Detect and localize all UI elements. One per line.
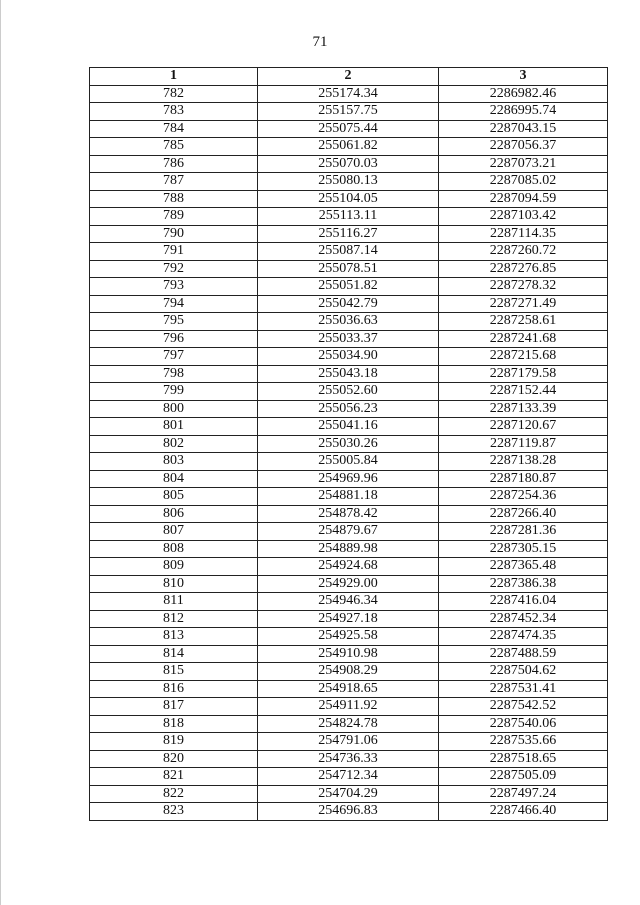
y-coordinate-cell: 2287094.59 (439, 190, 608, 208)
x-coordinate-cell: 255113.11 (258, 208, 439, 226)
table-row (90, 505, 608, 523)
table-row (90, 488, 608, 506)
point-number-cell: 819 (90, 733, 258, 751)
point-number-cell: 795 (90, 313, 258, 331)
x-coordinate-cell: 255104.05 (258, 190, 439, 208)
x-coordinate-cell: 254969.96 (258, 470, 439, 488)
y-coordinate-cell: 2287085.02 (439, 173, 608, 191)
y-coordinate-cell: 2287056.37 (439, 138, 608, 156)
table-row (90, 400, 608, 418)
table-row (90, 295, 608, 313)
point-number-cell: 818 (90, 715, 258, 733)
x-coordinate-cell: 254929.00 (258, 575, 439, 593)
y-coordinate-cell: 2287542.52 (439, 698, 608, 716)
y-coordinate-cell: 2287254.36 (439, 488, 608, 506)
point-number-cell: 807 (90, 523, 258, 541)
y-coordinate-cell: 2287518.65 (439, 750, 608, 768)
x-coordinate-cell: 254910.98 (258, 645, 439, 663)
table-row (90, 575, 608, 593)
y-coordinate-cell: 2287540.06 (439, 715, 608, 733)
point-number-cell: 800 (90, 400, 258, 418)
y-coordinate-cell: 2287120.67 (439, 418, 608, 436)
point-number-cell: 801 (90, 418, 258, 436)
point-number-cell: 783 (90, 103, 258, 121)
column-header-1: 1 (90, 68, 258, 86)
point-number-cell: 787 (90, 173, 258, 191)
x-coordinate-cell: 254736.33 (258, 750, 439, 768)
point-number-cell: 823 (90, 803, 258, 821)
table-row (90, 243, 608, 261)
x-coordinate-cell: 255080.13 (258, 173, 439, 191)
table-row (90, 330, 608, 348)
point-number-cell: 812 (90, 610, 258, 628)
table-row (90, 593, 608, 611)
x-coordinate-cell: 255041.16 (258, 418, 439, 436)
y-coordinate-cell: 2287133.39 (439, 400, 608, 418)
y-coordinate-cell: 2287365.48 (439, 558, 608, 576)
y-coordinate-cell: 2286982.46 (439, 85, 608, 103)
x-coordinate-cell: 254927.18 (258, 610, 439, 628)
x-coordinate-cell: 254881.18 (258, 488, 439, 506)
point-number-cell: 786 (90, 155, 258, 173)
x-coordinate-cell: 254925.58 (258, 628, 439, 646)
point-number-cell: 785 (90, 138, 258, 156)
x-coordinate-cell: 254791.06 (258, 733, 439, 751)
point-number-cell: 809 (90, 558, 258, 576)
point-number-cell: 784 (90, 120, 258, 138)
x-coordinate-cell: 254878.42 (258, 505, 439, 523)
x-coordinate-cell: 255005.84 (258, 453, 439, 471)
x-coordinate-cell: 255070.03 (258, 155, 439, 173)
x-coordinate-cell: 254946.34 (258, 593, 439, 611)
point-number-cell: 790 (90, 225, 258, 243)
y-coordinate-cell: 2287531.41 (439, 680, 608, 698)
point-number-cell: 810 (90, 575, 258, 593)
table-row (90, 155, 608, 173)
y-coordinate-cell: 2287535.66 (439, 733, 608, 751)
y-coordinate-cell: 2287043.15 (439, 120, 608, 138)
y-coordinate-cell: 2287180.87 (439, 470, 608, 488)
y-coordinate-cell: 2287152.44 (439, 383, 608, 401)
table-row (90, 260, 608, 278)
table-row (90, 523, 608, 541)
table-row (90, 313, 608, 331)
y-coordinate-cell: 2287179.58 (439, 365, 608, 383)
y-coordinate-cell: 2287276.85 (439, 260, 608, 278)
table-row (90, 348, 608, 366)
x-coordinate-cell: 255030.26 (258, 435, 439, 453)
point-number-cell: 806 (90, 505, 258, 523)
table-row (90, 680, 608, 698)
y-coordinate-cell: 2287504.62 (439, 663, 608, 681)
x-coordinate-cell: 254824.78 (258, 715, 439, 733)
table-row (90, 785, 608, 803)
x-coordinate-cell: 255087.14 (258, 243, 439, 261)
table-row (90, 715, 608, 733)
point-number-cell: 782 (90, 85, 258, 103)
y-coordinate-cell: 2287497.24 (439, 785, 608, 803)
y-coordinate-cell: 2287305.15 (439, 540, 608, 558)
x-coordinate-cell: 255043.18 (258, 365, 439, 383)
x-coordinate-cell: 254704.29 (258, 785, 439, 803)
x-coordinate-cell: 255051.82 (258, 278, 439, 296)
x-coordinate-cell: 254911.92 (258, 698, 439, 716)
point-number-cell: 811 (90, 593, 258, 611)
y-coordinate-cell: 2287474.35 (439, 628, 608, 646)
page-number: 71 (312, 34, 328, 50)
point-number-cell: 816 (90, 680, 258, 698)
point-number-cell: 808 (90, 540, 258, 558)
y-coordinate-cell: 2287138.28 (439, 453, 608, 471)
point-number-cell: 805 (90, 488, 258, 506)
table-row (90, 435, 608, 453)
x-coordinate-cell: 254918.65 (258, 680, 439, 698)
x-coordinate-cell: 255056.23 (258, 400, 439, 418)
y-coordinate-cell: 2287281.36 (439, 523, 608, 541)
point-number-cell: 815 (90, 663, 258, 681)
y-coordinate-cell: 2287505.09 (439, 768, 608, 786)
x-coordinate-cell: 255116.27 (258, 225, 439, 243)
x-coordinate-cell: 255036.63 (258, 313, 439, 331)
point-number-cell: 822 (90, 785, 258, 803)
table-row (90, 698, 608, 716)
point-number-cell: 813 (90, 628, 258, 646)
table-row (90, 208, 608, 226)
point-number-cell: 814 (90, 645, 258, 663)
table-row (90, 120, 608, 138)
coordinates-table (89, 67, 608, 821)
table-row (90, 225, 608, 243)
table-row (90, 663, 608, 681)
point-number-cell: 793 (90, 278, 258, 296)
y-coordinate-cell: 2287258.61 (439, 313, 608, 331)
y-coordinate-cell: 2287452.34 (439, 610, 608, 628)
point-number-cell: 804 (90, 470, 258, 488)
y-coordinate-cell: 2287241.68 (439, 330, 608, 348)
x-coordinate-cell: 255157.75 (258, 103, 439, 121)
table-row (90, 418, 608, 436)
y-coordinate-cell: 2287103.42 (439, 208, 608, 226)
y-coordinate-cell: 2287266.40 (439, 505, 608, 523)
x-coordinate-cell: 254924.68 (258, 558, 439, 576)
point-number-cell: 799 (90, 383, 258, 401)
table-body (90, 85, 608, 820)
x-coordinate-cell: 255042.79 (258, 295, 439, 313)
column-header-2: 2 (258, 68, 439, 86)
point-number-cell: 791 (90, 243, 258, 261)
x-coordinate-cell: 254908.29 (258, 663, 439, 681)
table-row (90, 138, 608, 156)
page-edge-line (0, 0, 1, 905)
table-row (90, 750, 608, 768)
y-coordinate-cell: 2287466.40 (439, 803, 608, 821)
x-coordinate-cell: 254879.67 (258, 523, 439, 541)
table-row (90, 278, 608, 296)
y-coordinate-cell: 2287488.59 (439, 645, 608, 663)
x-coordinate-cell: 255033.37 (258, 330, 439, 348)
x-coordinate-cell: 255075.44 (258, 120, 439, 138)
point-number-cell: 797 (90, 348, 258, 366)
x-coordinate-cell: 255174.34 (258, 85, 439, 103)
point-number-cell: 820 (90, 750, 258, 768)
table-row (90, 558, 608, 576)
y-coordinate-cell: 2287271.49 (439, 295, 608, 313)
table-row (90, 645, 608, 663)
table-row (90, 173, 608, 191)
x-coordinate-cell: 254889.98 (258, 540, 439, 558)
y-coordinate-cell: 2286995.74 (439, 103, 608, 121)
point-number-cell: 789 (90, 208, 258, 226)
y-coordinate-cell: 2287073.21 (439, 155, 608, 173)
x-coordinate-cell: 255078.51 (258, 260, 439, 278)
point-number-cell: 817 (90, 698, 258, 716)
table-row (90, 628, 608, 646)
x-coordinate-cell: 255034.90 (258, 348, 439, 366)
table-row (90, 803, 608, 821)
point-number-cell: 794 (90, 295, 258, 313)
x-coordinate-cell: 254712.34 (258, 768, 439, 786)
table-row (90, 768, 608, 786)
x-coordinate-cell: 255061.82 (258, 138, 439, 156)
point-number-cell: 788 (90, 190, 258, 208)
column-header-3: 3 (439, 68, 608, 86)
table-row (90, 365, 608, 383)
y-coordinate-cell: 2287114.35 (439, 225, 608, 243)
table-row (90, 190, 608, 208)
point-number-cell: 802 (90, 435, 258, 453)
table-row (90, 85, 608, 103)
y-coordinate-cell: 2287416.04 (439, 593, 608, 611)
point-number-cell: 798 (90, 365, 258, 383)
y-coordinate-cell: 2287215.68 (439, 348, 608, 366)
table-row (90, 733, 608, 751)
y-coordinate-cell: 2287278.32 (439, 278, 608, 296)
y-coordinate-cell: 2287119.87 (439, 435, 608, 453)
table-header-row (90, 68, 608, 86)
x-coordinate-cell: 254696.83 (258, 803, 439, 821)
x-coordinate-cell: 255052.60 (258, 383, 439, 401)
table-row (90, 610, 608, 628)
y-coordinate-cell: 2287260.72 (439, 243, 608, 261)
point-number-cell: 803 (90, 453, 258, 471)
table-row (90, 103, 608, 121)
table-row (90, 540, 608, 558)
point-number-cell: 796 (90, 330, 258, 348)
point-number-cell: 792 (90, 260, 258, 278)
y-coordinate-cell: 2287386.38 (439, 575, 608, 593)
point-number-cell: 821 (90, 768, 258, 786)
table-row (90, 453, 608, 471)
table-row (90, 470, 608, 488)
table-row (90, 383, 608, 401)
